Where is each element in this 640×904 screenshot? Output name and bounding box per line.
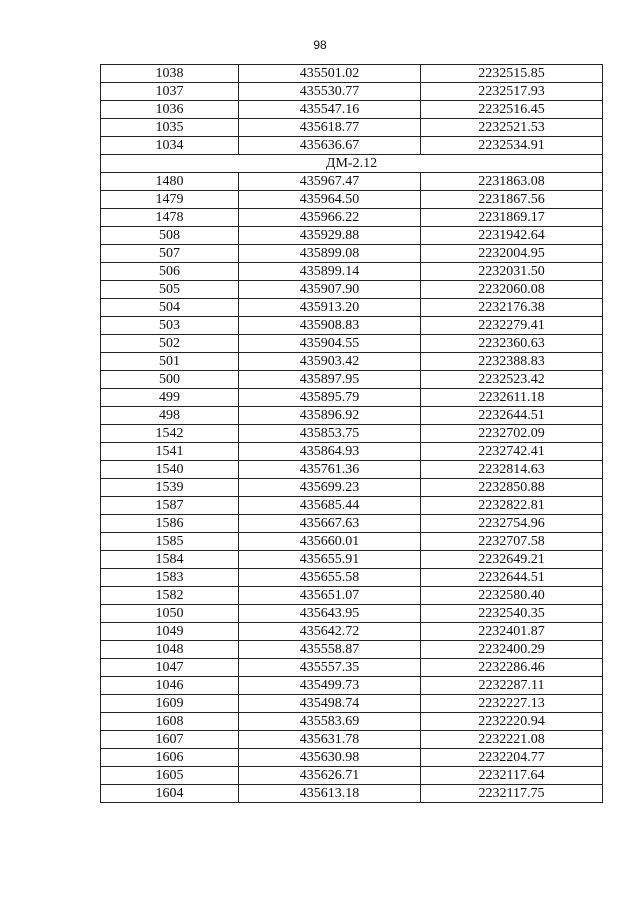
x-coordinate-cell: 435642.72 [239, 623, 421, 641]
y-coordinate-cell: 2232707.58 [421, 533, 603, 551]
x-coordinate-cell: 435618.77 [239, 119, 421, 137]
x-coordinate-cell: 435613.18 [239, 785, 421, 803]
x-coordinate-cell: 435908.83 [239, 317, 421, 335]
y-coordinate-cell: 2232644.51 [421, 407, 603, 425]
section-header-body [101, 155, 603, 173]
table-row [101, 659, 603, 677]
table-row [101, 245, 603, 263]
x-coordinate-cell: 435907.90 [239, 281, 421, 299]
x-coordinate-cell: 435853.75 [239, 425, 421, 443]
point-number-cell: 1036 [101, 101, 239, 119]
point-number-cell: 507 [101, 245, 239, 263]
table-body-after-section [101, 173, 603, 803]
y-coordinate-cell: 2232176.38 [421, 299, 603, 317]
point-number-cell: 1584 [101, 551, 239, 569]
point-number-cell: 1480 [101, 173, 239, 191]
point-number-cell: 1050 [101, 605, 239, 623]
table-row [101, 371, 603, 389]
point-number-cell: 1583 [101, 569, 239, 587]
y-coordinate-cell: 2232517.93 [421, 83, 603, 101]
x-coordinate-cell: 435913.20 [239, 299, 421, 317]
x-coordinate-cell: 435899.14 [239, 263, 421, 281]
point-number-cell: 1607 [101, 731, 239, 749]
point-number-cell: 1542 [101, 425, 239, 443]
y-coordinate-cell: 2232227.13 [421, 695, 603, 713]
y-coordinate-cell: 2232611.18 [421, 389, 603, 407]
table-row [101, 749, 603, 767]
table-row [101, 443, 603, 461]
table-row [101, 353, 603, 371]
point-number-cell: 1479 [101, 191, 239, 209]
x-coordinate-cell: 435631.78 [239, 731, 421, 749]
y-coordinate-cell: 2232521.53 [421, 119, 603, 137]
table-row [101, 533, 603, 551]
y-coordinate-cell: 2231863.08 [421, 173, 603, 191]
table-row [101, 461, 603, 479]
x-coordinate-cell: 435903.42 [239, 353, 421, 371]
y-coordinate-cell: 2232401.87 [421, 623, 603, 641]
x-coordinate-cell: 435547.16 [239, 101, 421, 119]
x-coordinate-cell: 435655.91 [239, 551, 421, 569]
x-coordinate-cell: 435966.22 [239, 209, 421, 227]
table-row [101, 551, 603, 569]
section-title: ДМ-2.12 [101, 155, 603, 173]
point-number-cell: 1047 [101, 659, 239, 677]
x-coordinate-cell: 435897.95 [239, 371, 421, 389]
point-number-cell: 1034 [101, 137, 239, 155]
y-coordinate-cell: 2232388.83 [421, 353, 603, 371]
table-row [101, 479, 603, 497]
table-row [101, 569, 603, 587]
table-row [101, 119, 603, 137]
table-row [101, 695, 603, 713]
table-row [101, 281, 603, 299]
table-row [101, 731, 603, 749]
y-coordinate-cell: 2232204.77 [421, 749, 603, 767]
x-coordinate-cell: 435530.77 [239, 83, 421, 101]
y-coordinate-cell: 2232117.64 [421, 767, 603, 785]
x-coordinate-cell: 435558.87 [239, 641, 421, 659]
point-number-cell: 1037 [101, 83, 239, 101]
point-number-cell: 1604 [101, 785, 239, 803]
table-body-before-section [101, 65, 603, 155]
x-coordinate-cell: 435499.73 [239, 677, 421, 695]
x-coordinate-cell: 435498.74 [239, 695, 421, 713]
point-number-cell: 1046 [101, 677, 239, 695]
table-row [101, 425, 603, 443]
table-row [101, 83, 603, 101]
point-number-cell: 1608 [101, 713, 239, 731]
point-number-cell: 505 [101, 281, 239, 299]
table-row [101, 227, 603, 245]
y-coordinate-cell: 2231942.64 [421, 227, 603, 245]
y-coordinate-cell: 2232287.11 [421, 677, 603, 695]
y-coordinate-cell: 2232534.91 [421, 137, 603, 155]
point-number-cell: 508 [101, 227, 239, 245]
x-coordinate-cell: 435895.79 [239, 389, 421, 407]
y-coordinate-cell: 2232644.51 [421, 569, 603, 587]
y-coordinate-cell: 2231869.17 [421, 209, 603, 227]
section-header-row [101, 155, 603, 173]
y-coordinate-cell: 2232540.35 [421, 605, 603, 623]
x-coordinate-cell: 435501.02 [239, 65, 421, 83]
point-number-cell: 1049 [101, 623, 239, 641]
x-coordinate-cell: 435667.63 [239, 515, 421, 533]
y-coordinate-cell: 2231867.56 [421, 191, 603, 209]
x-coordinate-cell: 435636.67 [239, 137, 421, 155]
point-number-cell: 1478 [101, 209, 239, 227]
x-coordinate-cell: 435964.50 [239, 191, 421, 209]
table-row [101, 191, 603, 209]
y-coordinate-cell: 2232220.94 [421, 713, 603, 731]
y-coordinate-cell: 2232004.95 [421, 245, 603, 263]
y-coordinate-cell: 2232702.09 [421, 425, 603, 443]
point-number-cell: 1605 [101, 767, 239, 785]
table-row [101, 497, 603, 515]
y-coordinate-cell: 2232360.63 [421, 335, 603, 353]
x-coordinate-cell: 435699.23 [239, 479, 421, 497]
y-coordinate-cell: 2232400.29 [421, 641, 603, 659]
table-row [101, 173, 603, 191]
table-row [101, 407, 603, 425]
y-coordinate-cell: 2232822.81 [421, 497, 603, 515]
y-coordinate-cell: 2232850.88 [421, 479, 603, 497]
point-number-cell: 1540 [101, 461, 239, 479]
table-row [101, 263, 603, 281]
table-row [101, 713, 603, 731]
y-coordinate-cell: 2232649.21 [421, 551, 603, 569]
x-coordinate-cell: 435904.55 [239, 335, 421, 353]
x-coordinate-cell: 435685.44 [239, 497, 421, 515]
x-coordinate-cell: 435630.98 [239, 749, 421, 767]
x-coordinate-cell: 435583.69 [239, 713, 421, 731]
table-row [101, 623, 603, 641]
x-coordinate-cell: 435761.36 [239, 461, 421, 479]
table-row [101, 335, 603, 353]
table-row [101, 101, 603, 119]
x-coordinate-cell: 435929.88 [239, 227, 421, 245]
table-row [101, 605, 603, 623]
x-coordinate-cell: 435651.07 [239, 587, 421, 605]
table-row [101, 137, 603, 155]
y-coordinate-cell: 2232279.41 [421, 317, 603, 335]
point-number-cell: 1038 [101, 65, 239, 83]
x-coordinate-cell: 435899.08 [239, 245, 421, 263]
coordinates-table [100, 64, 603, 803]
x-coordinate-cell: 435967.47 [239, 173, 421, 191]
x-coordinate-cell: 435864.93 [239, 443, 421, 461]
point-number-cell: 501 [101, 353, 239, 371]
point-number-cell: 1541 [101, 443, 239, 461]
table-row [101, 515, 603, 533]
point-number-cell: 500 [101, 371, 239, 389]
table-row [101, 389, 603, 407]
y-coordinate-cell: 2232221.08 [421, 731, 603, 749]
y-coordinate-cell: 2232754.96 [421, 515, 603, 533]
table-row [101, 299, 603, 317]
table-row [101, 641, 603, 659]
x-coordinate-cell: 435660.01 [239, 533, 421, 551]
y-coordinate-cell: 2232814.63 [421, 461, 603, 479]
point-number-cell: 1586 [101, 515, 239, 533]
point-number-cell: 502 [101, 335, 239, 353]
y-coordinate-cell: 2232516.45 [421, 101, 603, 119]
y-coordinate-cell: 2232031.50 [421, 263, 603, 281]
point-number-cell: 1539 [101, 479, 239, 497]
x-coordinate-cell: 435896.92 [239, 407, 421, 425]
point-number-cell: 1035 [101, 119, 239, 137]
table-row [101, 209, 603, 227]
y-coordinate-cell: 2232523.42 [421, 371, 603, 389]
point-number-cell: 503 [101, 317, 239, 335]
y-coordinate-cell: 2232515.85 [421, 65, 603, 83]
table-row [101, 677, 603, 695]
x-coordinate-cell: 435643.95 [239, 605, 421, 623]
point-number-cell: 1606 [101, 749, 239, 767]
point-number-cell: 1585 [101, 533, 239, 551]
x-coordinate-cell: 435626.71 [239, 767, 421, 785]
y-coordinate-cell: 2232286.46 [421, 659, 603, 677]
y-coordinate-cell: 2232060.08 [421, 281, 603, 299]
point-number-cell: 504 [101, 299, 239, 317]
point-number-cell: 506 [101, 263, 239, 281]
y-coordinate-cell: 2232580.40 [421, 587, 603, 605]
table-row [101, 767, 603, 785]
y-coordinate-cell: 2232117.75 [421, 785, 603, 803]
table-row [101, 785, 603, 803]
point-number-cell: 1582 [101, 587, 239, 605]
page-number: 98 [313, 38, 327, 52]
x-coordinate-cell: 435655.58 [239, 569, 421, 587]
point-number-cell: 499 [101, 389, 239, 407]
table-row [101, 317, 603, 335]
x-coordinate-cell: 435557.35 [239, 659, 421, 677]
point-number-cell: 1587 [101, 497, 239, 515]
table-row [101, 587, 603, 605]
point-number-cell: 1048 [101, 641, 239, 659]
point-number-cell: 498 [101, 407, 239, 425]
point-number-cell: 1609 [101, 695, 239, 713]
table-row [101, 65, 603, 83]
y-coordinate-cell: 2232742.41 [421, 443, 603, 461]
